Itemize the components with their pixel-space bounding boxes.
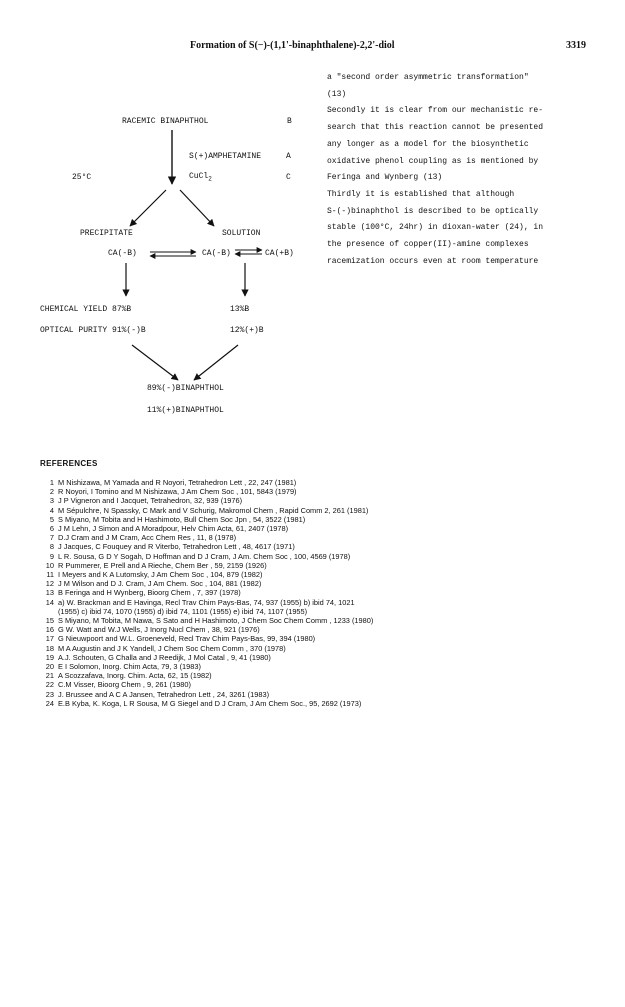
references-heading: REFERENCES bbox=[40, 459, 98, 468]
reference-text: M Sépulchre, N Spassky, C Mark and V Schurig, Makromol Chem , Rapid Comm 2, 261 (1981) bbox=[58, 505, 369, 515]
reference-text: R Pummerer, E Prell and A Rieche, Chem Ber , 59, 2159 (1926) bbox=[58, 560, 267, 570]
reference-text: J M Wilson and D J. Cram, J Am Chem. Soc , 104, 881 (1982) bbox=[58, 579, 262, 589]
arrow-to-precipitate bbox=[130, 190, 166, 226]
amine-code: A bbox=[286, 152, 291, 161]
reference-number: 9 bbox=[49, 551, 54, 561]
reference-text: a) W. Brackman and E Havinga, Recl Trav Chim Pays-Bas, 74, 937 (1955) b) ibid 74, 1021 bbox=[58, 597, 355, 607]
optical-purity-label: OPTICAL PURITY 91%(-)B bbox=[40, 326, 146, 335]
reference-item bbox=[40, 625, 620, 634]
reference-number: 22 bbox=[45, 680, 54, 690]
reference-number: 2 bbox=[49, 487, 54, 497]
precipitate-label: PRECIPITATE bbox=[80, 229, 133, 238]
solution-yield-label: 13%B bbox=[230, 305, 250, 314]
reference-item bbox=[40, 680, 620, 689]
reference-item bbox=[40, 588, 620, 597]
body-line: a "second order asymmetric transformation" bbox=[327, 73, 529, 82]
reference-number: 4 bbox=[49, 505, 54, 515]
reference-number: 3 bbox=[49, 496, 54, 506]
reference-text: E I Solomon, Inorg. Chim Acta, 79, 3 (1983) bbox=[58, 662, 201, 672]
body-line: racemization occurs even at room temperature bbox=[327, 256, 539, 266]
reference-item bbox=[40, 690, 620, 699]
reference-number: 14 bbox=[45, 597, 54, 607]
reference-number: 19 bbox=[45, 652, 54, 662]
reference-number: 10 bbox=[45, 560, 54, 570]
reference-item bbox=[40, 524, 620, 533]
reagent-label bbox=[189, 172, 212, 183]
amine-label: S(+)AMPHETAMINE bbox=[189, 152, 262, 161]
body-line: stable (100°C, 24hr) in dioxan-water (24), in bbox=[327, 223, 544, 233]
reference-number: 7 bbox=[49, 533, 54, 543]
reference-text: J. Brussee and A C A Jansen, Tetrahedron Lett , 24, 3261 (1983) bbox=[58, 689, 270, 699]
reference-text: A.J. Schouten, G Challa and J Reedijk, J Mol Catal , 9, 41 (1980) bbox=[58, 652, 271, 662]
reference-item bbox=[40, 542, 620, 551]
arrow-to-solution bbox=[180, 190, 214, 226]
reference-text: B Feringa and H Wynberg, Bioorg Chem , 7, 397 (1978) bbox=[58, 588, 241, 598]
reference-number: 13 bbox=[45, 588, 54, 598]
reference-item bbox=[40, 579, 620, 588]
reference-item bbox=[40, 533, 620, 542]
reference-text: L R. Sousa, G D Y Sogah, D Hoffman and D J Cram, J Am. Chem Soc , 100, 4569 (1978) bbox=[58, 551, 351, 561]
arrow-converge-left bbox=[132, 345, 178, 380]
reference-text: C.M Visser, Bioorg Chem , 9, 261 (1980) bbox=[58, 680, 191, 690]
result-s-binaphthol: 89%(-)BINAPHTHOL bbox=[147, 384, 224, 393]
reference-text: M Nishizawa, M Yamada and R Noyori, Tetrahedron Lett , 22, 247 (1981) bbox=[58, 478, 297, 487]
reference-item bbox=[40, 496, 620, 505]
reference-text: G Nieuwpoort and W.L. Groeneveld, Recl Trav Chim Pays-Bas, 99, 394 (1980) bbox=[58, 634, 316, 644]
reference-text: E.B Kyba, K. Koga, L R Sousa, M G Siegel and D J Cram, J Am Chem Soc., 95, 2692 (1973) bbox=[58, 698, 362, 708]
result-r-binaphthol: 11%(+)BINAPHTHOL bbox=[147, 406, 224, 415]
reference-number: 24 bbox=[45, 698, 54, 708]
reference-number: 5 bbox=[49, 514, 54, 524]
reagent-code: C bbox=[286, 173, 291, 182]
reagent-subscript: 2 bbox=[208, 175, 212, 183]
reference-item bbox=[40, 598, 620, 607]
reference-item bbox=[40, 699, 620, 708]
body-line: search that this reaction cannot be presented bbox=[327, 123, 544, 133]
references-list bbox=[40, 478, 620, 708]
reference-text: S Miyano, M Tobita, M Nawa, S Sato and H Hashimoto, J Chem Soc Chem Comm , 1233 (1980) bbox=[58, 616, 374, 626]
reference-text: M A Augustin and J K Yandell, J Chem Soc Chem Comm , 370 (1978) bbox=[58, 643, 286, 653]
reference-item bbox=[40, 561, 620, 570]
reference-number: 21 bbox=[45, 671, 54, 681]
body-line: (13) bbox=[327, 89, 347, 99]
reference-number: 11 bbox=[46, 570, 54, 580]
reference-text: J M Lehn, J Simon and A Moradpour, Helv Chim Acta, 61, 2407 (1978) bbox=[58, 524, 289, 534]
body-line: any longer as a model for the biosynthetic bbox=[327, 139, 529, 149]
reference-text: A Scozzafava, Inorg. Chim. Acta, 62, 15 (1982) bbox=[58, 671, 212, 681]
body-line: Feringa and Wynberg (13) bbox=[327, 173, 443, 183]
arrow-converge-right bbox=[194, 345, 238, 380]
racemic-code: B bbox=[287, 117, 292, 126]
reference-item bbox=[40, 662, 620, 671]
reference-number: 6 bbox=[49, 524, 54, 534]
body-line: Thirdly it is established that although bbox=[327, 189, 515, 199]
reference-item-continuation bbox=[40, 607, 620, 616]
reference-text: D.J Cram and J M Cram, Acc Chem Res , 11, 8 (1978) bbox=[58, 533, 237, 543]
temperature-label: 25°C bbox=[72, 173, 92, 182]
reference-number: 18 bbox=[45, 643, 54, 653]
reference-text: J P Vigneron and I Jacquet, Tetrahedron, 32, 939 (1976) bbox=[58, 496, 243, 506]
body-line: S-(-)binaphthol is described to be optically bbox=[327, 206, 539, 216]
reference-text: S Miyano, M Tobita and H Hashimoto, Bull Chem Soc Jpn , 54, 3522 (1981) bbox=[58, 514, 306, 524]
reference-text: I Meyers and K A Lutomsky, J Am Chem Soc , 104, 879 (1982) bbox=[58, 570, 263, 580]
complex-middle: CA(-B) bbox=[202, 249, 231, 258]
reference-item bbox=[40, 515, 620, 524]
reference-item bbox=[40, 671, 620, 680]
reference-text: G W. Watt and W.J Wells, J Inorg Nucl Chem , 38, 921 (1976) bbox=[58, 625, 260, 635]
complex-left: CA(-B) bbox=[108, 249, 137, 258]
reference-number: 12 bbox=[45, 579, 54, 589]
body-line: oxidative phenol coupling as is mentioned by bbox=[327, 156, 539, 166]
body-line: Secondly it is clear from our mechanistic re- bbox=[327, 106, 544, 116]
running-header-title: Formation of S(−)-(1,1'-binaphthalene)-2,2'-diol bbox=[190, 40, 395, 51]
reference-number: 16 bbox=[45, 625, 54, 635]
reference-text: (1955) c) ibid 74, 1070 (1955) d) ibid 74, 1101 (1955) e) ibid 74, 1107 (1955) bbox=[58, 606, 308, 616]
reference-item bbox=[40, 506, 620, 515]
solution-label: SOLUTION bbox=[222, 229, 261, 238]
reference-number: 17 bbox=[45, 634, 54, 644]
reference-number: 15 bbox=[45, 616, 54, 626]
reference-item bbox=[40, 644, 620, 653]
page-number: 3319 bbox=[566, 40, 586, 51]
reference-number: 1 bbox=[49, 478, 54, 487]
reference-item bbox=[40, 487, 620, 496]
body-text-right-column bbox=[327, 70, 587, 270]
reference-item bbox=[40, 570, 620, 579]
reference-text: J Jacques, C Fouquey and R Viterbo, Tetrahedron Lett , 48, 4617 (1971) bbox=[58, 542, 295, 552]
reference-item bbox=[40, 552, 620, 561]
solution-purity-label: 12%(+)B bbox=[230, 326, 264, 335]
reference-item bbox=[40, 634, 620, 643]
chemical-yield-label: CHEMICAL YIELD 87%B bbox=[40, 305, 132, 314]
reference-number: 23 bbox=[45, 689, 54, 699]
reagent-formula: CuCl bbox=[189, 172, 209, 181]
racemic-binaphthol-label: RACEMIC BINAPHTHOL bbox=[122, 117, 209, 126]
reference-item bbox=[40, 616, 620, 625]
reference-number: 20 bbox=[45, 662, 54, 672]
reference-item bbox=[40, 653, 620, 662]
reference-text: R Noyori, I Tomino and M Nishizawa, J Am Chem Soc , 101, 5843 (1979) bbox=[58, 487, 297, 497]
complex-right: CA(+B) bbox=[265, 249, 294, 258]
reference-number: 8 bbox=[49, 542, 54, 552]
reference-item bbox=[40, 478, 620, 487]
body-line: the presence of copper(II)-amine complexes bbox=[327, 240, 529, 250]
